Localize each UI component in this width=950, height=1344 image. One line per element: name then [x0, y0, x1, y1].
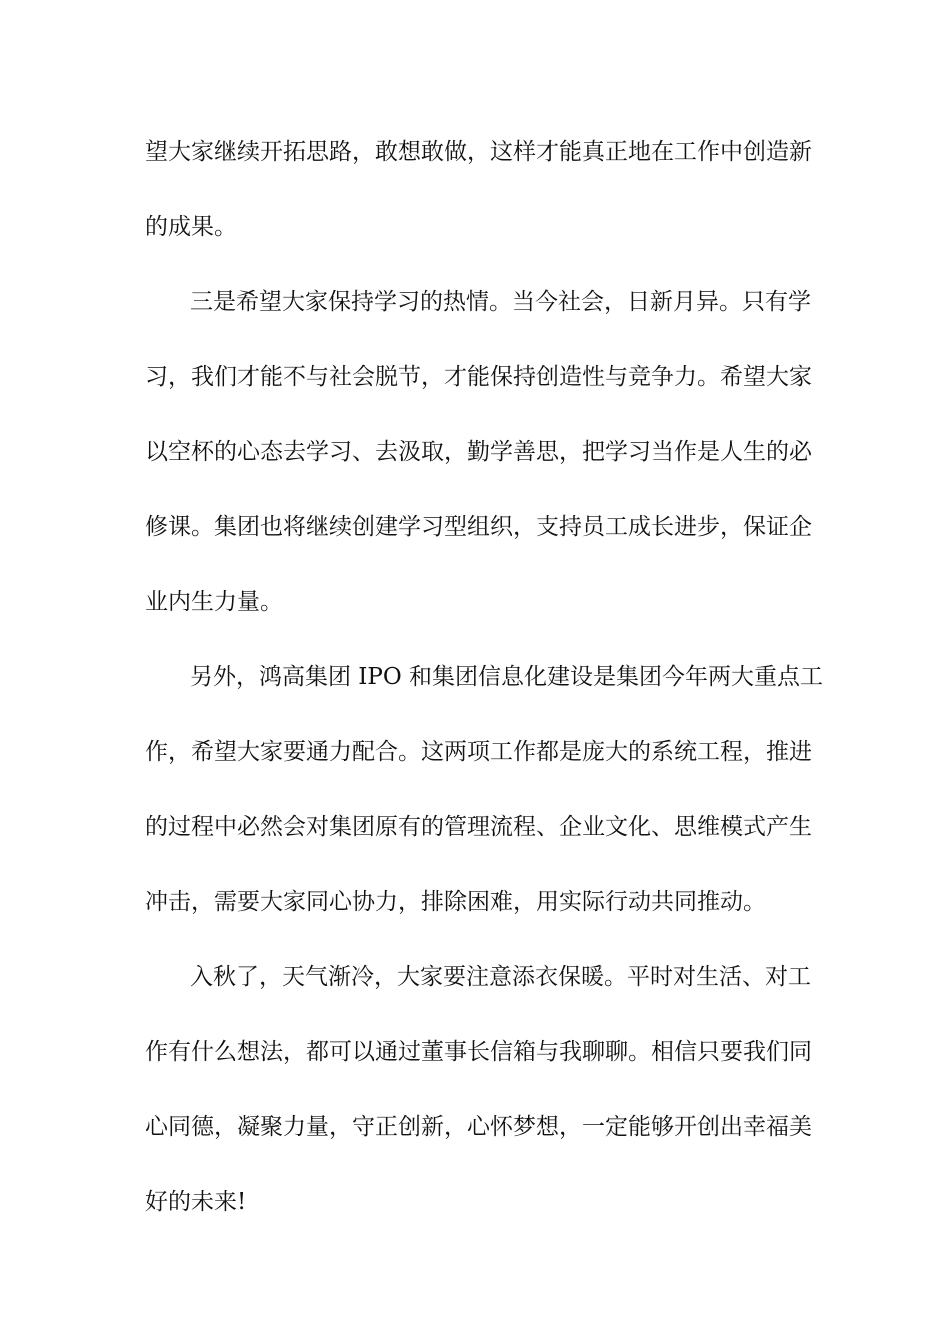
text-line: 修课。集团也将继续创建学习型组织，支持员工成长进步，保证企 [145, 514, 812, 540]
text-line: 以空杯的心态去学习、去汲取，勤学善思，把学习当作是人生的必 [145, 439, 812, 465]
text-line: 心同德，凝聚力量，守正创新，心怀梦想，一定能够开创出幸福美 [145, 1114, 812, 1140]
text-line: 作，希望大家要通力配合。这两项工作都是庞大的系统工程，推进 [145, 739, 812, 765]
text-line: 的过程中必然会对集团原有的管理流程、企业文化、思维模式产生 [145, 814, 812, 840]
text-line: 冲击，需要大家同心协力，排除困难，用实际行动共同推动。 [145, 889, 766, 915]
text-line: 望大家继续开拓思路，敢想敢做，这样才能真正地在工作中创造新 [145, 139, 812, 165]
text-line: 的成果。 [145, 214, 237, 240]
text-line: 习，我们才能不与社会脱节，才能保持创造性与竞争力。希望大家 [145, 364, 812, 390]
text-line: 业内生力量。 [145, 589, 283, 615]
text-line: 好的未来! [145, 1189, 247, 1215]
paragraph-first-line: 另外，鸿高集团 IPO 和集团信息化建设是集团今年两大重点工 [190, 664, 824, 690]
paragraph-first-line: 三是希望大家保持学习的热情。当今社会，日新月异。只有学 [190, 289, 811, 315]
text-line: 作有什么想法，都可以通过董事长信箱与我聊聊。相信只要我们同 [145, 1039, 812, 1065]
paragraph-first-line: 入秋了，天气渐冷，大家要注意添衣保暖。平时对生活、对工 [190, 964, 811, 990]
